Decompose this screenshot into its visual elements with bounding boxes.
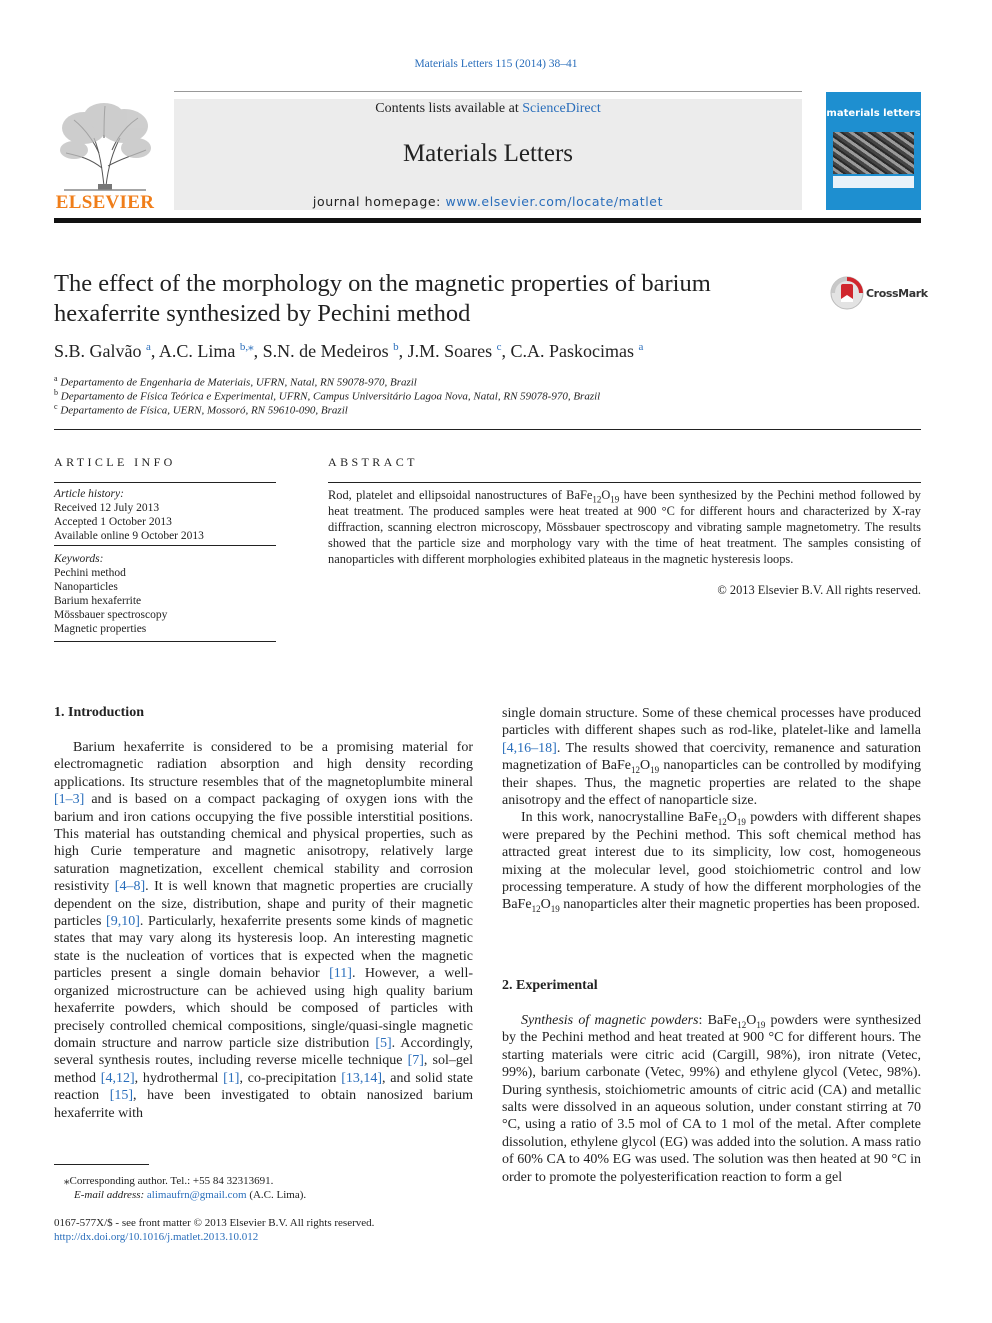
author-name: S.N. de Medeiros bbox=[262, 341, 389, 361]
author-name: J.M. Soares bbox=[407, 341, 493, 361]
journal-homepage-link[interactable]: www.elsevier.com/locate/matlet bbox=[445, 194, 664, 209]
affiliation bbox=[54, 402, 914, 417]
history-item: Available online 9 October 2013 bbox=[54, 530, 204, 542]
divider bbox=[54, 482, 276, 483]
affiliation-text: Departamento de Física Teórica e Experimental, UFRN, Campus Universitário Lagoa Nova, Natal, RN 59078-970, Brazil bbox=[60, 390, 601, 403]
citation-link[interactable]: [5] bbox=[375, 1035, 392, 1051]
citation-link[interactable]: [9,10] bbox=[106, 914, 140, 930]
footnote-rule bbox=[54, 1164, 149, 1165]
affiliation-marker: c bbox=[54, 402, 58, 411]
affiliation-marker: b bbox=[54, 388, 58, 397]
corresponding-author-note: ⁎Corresponding author. Tel.: +55 84 32313691. bbox=[64, 1175, 274, 1187]
citation-link[interactable]: [1] bbox=[223, 1070, 240, 1086]
article-history-heading: Article history: bbox=[54, 488, 124, 500]
introduction-paragraph: Barium hexaferrite is considered to be a promising material for electromagnetic radiation absorption and high density recording applications. Its structure resembles that of the magnetoplumbite mineral [1–3] and is based on a compact packaging of oxygen ions with the barium and iron cations occupying the five possible interstitial positions. This material has outstanding chemical and physical properties, such as high Curie temperature and magnetic anisotropy, relatively large saturation magnetization, excellent chemical stability and corrosion resistivity [4–8]. It is well known that magnetic properties are crucially dependent on the size, distribution, shape and purity of their magnetic particles [9,10]. Particularly, hexaferrite presents some kinds of magnetic states that may vary along its hysteresis loop. An interesting magnetic state is the nucleation of vortices that is expected when the magnetic particles present a single domain behavior [11]. However, a well-organized microstructure can be achieved using high quality barium hexaferrite powders, which should be composed of particles with precisely controlled chemical compositions, single/quasi-single magnetic domain structure and narrow particle size distribution [5]. Accordingly, several synthesis routes, including reverse micelle technique [7], sol–gel method [4,12], hydrothermal [1], co-precipitation [13,14], and solid state reaction [15], have been investigated to obtain nanosized barium hexaferrite with bbox=[54, 740, 473, 1121]
abstract-copyright: © 2013 Elsevier B.V. All rights reserved. bbox=[717, 583, 921, 597]
citation-link[interactable]: [4–8] bbox=[114, 879, 146, 895]
keywords-heading: Keywords: bbox=[54, 553, 104, 565]
keyword: Nanoparticles bbox=[54, 581, 118, 593]
author-list: S.B. Galvão $^a$, A.C. Lima $^{b,⁎}$, S.N. de Medeiros $^b$, J.M. Soares $^c$, C.A. Paskocimas $^a$ bbox=[54, 341, 644, 361]
cover-title: materials letters bbox=[826, 108, 921, 119]
cover-image bbox=[833, 132, 914, 174]
masthead-top-rule bbox=[174, 91, 802, 92]
article-info-label: ARTICLE INFO bbox=[54, 455, 176, 469]
author-name: S.B. Galvão bbox=[54, 341, 142, 361]
section-heading-introduction: 1. Introduction bbox=[54, 705, 144, 720]
doi-link[interactable]: http://dx.doi.org/10.1016/j.matlet.2013.10.012 bbox=[54, 1231, 259, 1243]
contents-line bbox=[174, 101, 802, 117]
email-link[interactable]: alimaufrn@gmail.com bbox=[146, 1189, 247, 1201]
author-affiliation-marker[interactable]: c bbox=[496, 341, 502, 353]
experimental-paragraph: Synthesis of magnetic powders: $BaFe_{12}O_{19}$ powders were synthesized by the Pechini method and heat treated at 900 °C for different hours. The starting materials were citric acid (Cargill, 98%), iron nitrate (Vetec, 99%), barium carbonate (Vetec, 99%) and ethylene glycol (Vetec, 98%). During synthesis, stoichiometric amounts of citric acid (CA) and metallic salts were dissolved in an aqueous solution, under constant stirring at 70 °C, using a ratio of 3.5 mol of CA to 1 mol of the metal. After complete dissolution, ethylene glycol (EG) was added into the solution. A mass ratio of 60% CA to 40% EG was used. The solution was then heated at 90 °C in order to promote the polyesterification reaction to form a gel bbox=[502, 1013, 921, 1185]
citation-link[interactable]: [4,16–18] bbox=[502, 740, 557, 756]
author-affiliation-marker[interactable]: a bbox=[638, 341, 644, 353]
citation-link[interactable]: [1–3] bbox=[54, 792, 85, 808]
author-affiliation-marker[interactable]: b bbox=[393, 341, 399, 353]
affiliation-text: Departamento de Engenharia de Materiais, UFRN, Natal, RN 59078-970, Brazil bbox=[60, 376, 417, 389]
contents-prefix: Contents lists available at bbox=[375, 101, 523, 116]
crossmark-label[interactable]: CrossMark bbox=[866, 287, 928, 300]
abstract-label: ABSTRACT bbox=[328, 455, 418, 469]
history-item: Accepted 1 October 2013 bbox=[54, 516, 172, 528]
sciencedirect-link[interactable]: ScienceDirect bbox=[522, 101, 601, 116]
abstract-text: Rod, platelet and ellipsoidal nanostructures of $BaFe_{12}O_{19}$ have been synthesized by the Pechini method followed by heat treatment. The produced samples were heat treated at 900 °C for different hours and characterized by X-ray diffraction, scanning electron microscopy, Mössbauer spectroscopy and vibrating sample magnetometry. The results showed that the particle size and morphology vary with the time of heat treatment. The samples consisting of nanoparticles with different morphologies exhibited plateaus in the magnetic hysteresis loops. bbox=[328, 488, 921, 566]
citation-link[interactable]: [11] bbox=[329, 966, 352, 982]
citation-link[interactable]: [15] bbox=[109, 1088, 134, 1104]
divider bbox=[328, 482, 921, 483]
citation-link[interactable]: [4,12] bbox=[100, 1070, 135, 1086]
section-heading-experimental: 2. Experimental bbox=[502, 978, 598, 993]
affiliation-text: Departamento de Física, UERN, Mossoró, RN 59610-090, Brazil bbox=[60, 404, 348, 417]
cover-band bbox=[833, 176, 914, 188]
affiliation-marker: a bbox=[54, 374, 58, 383]
article-title: The effect of the morphology on the magnetic properties of barium hexaferrite synthesized by Pechini method bbox=[54, 270, 711, 327]
keyword: Pechini method bbox=[54, 567, 126, 579]
email-note: E-mail address: alimaufrn@gmail.com (A.C. Lima). bbox=[74, 1189, 307, 1201]
keyword: Barium hexaferrite bbox=[54, 595, 142, 607]
keyword: Magnetic properties bbox=[54, 623, 147, 635]
citation-link[interactable]: [7] bbox=[407, 1053, 424, 1069]
front-matter-line: 0167-577X/$ - see front matter © 2013 Elsevier B.V. All rights reserved. bbox=[54, 1217, 375, 1229]
journal-reference[interactable]: Materials Letters 115 (2014) 38–41 bbox=[414, 58, 578, 70]
author-affiliation-marker[interactable]: a bbox=[146, 341, 151, 353]
introduction-paragraph-continued: single domain structure. Some of these chemical processes have produced particles with different shapes such as rod-like, platelet-like and lamella [4,16–18]. The results showed that coercivity, remanence and saturation magnetization of $BaFe_{12}O_{19}$ nanoparticles can be controlled by modifying their shapes. Thus, the magnetic properties are related to the shape anisotropy and the effect of nanoparticle size. In this work, nanocrystalline $BaFe_{12}O_{19}$ powders with different shapes were prepared by the Pechini method. This soft chemical method has attracted great interest due to its simplicity, low cost, homogeneous mixing at the molecular level, good stoichiometric control and low processing temperature. A study of how the different morphologies of the $BaFe_{12}O_{19}$ nanoparticles alter their magnetic properties has been proposed. bbox=[502, 706, 921, 915]
author-name: A.C. Lima bbox=[158, 341, 236, 361]
divider bbox=[54, 429, 921, 430]
divider bbox=[54, 545, 276, 546]
journal-homepage-line bbox=[174, 194, 802, 209]
citation-link[interactable]: [13,14] bbox=[341, 1070, 383, 1086]
history-item: Received 12 July 2013 bbox=[54, 502, 160, 514]
author-name: C.A. Paskocimas bbox=[510, 341, 635, 361]
homepage-prefix: journal homepage: bbox=[312, 194, 446, 209]
divider bbox=[54, 641, 276, 642]
journal-cover-thumbnail[interactable] bbox=[826, 92, 921, 210]
keyword: Mössbauer spectroscopy bbox=[54, 609, 168, 621]
journal-name: Materials Letters bbox=[402, 140, 574, 167]
header-rule bbox=[54, 218, 921, 223]
affiliation bbox=[54, 374, 914, 389]
publisher-wordmark: ELSEVIER bbox=[55, 192, 155, 213]
crossmark-icon[interactable] bbox=[829, 275, 865, 311]
affiliation bbox=[54, 388, 914, 403]
author-affiliation-marker[interactable]: b,⁎ bbox=[239, 341, 254, 353]
